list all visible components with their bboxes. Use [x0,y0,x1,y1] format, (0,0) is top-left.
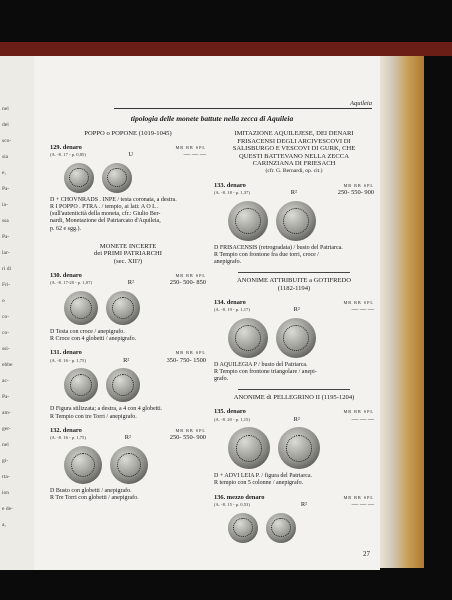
prices: 250- 550- 900 [169,434,206,442]
prices: — — — [351,501,374,509]
facing-page-text-fragment: co- [2,314,10,320]
entry-number: 129. denaro [50,143,82,151]
section-heading-poppo: POPPO o POPONE (1019-1045) [84,130,172,137]
heading-line: SALISBURGO E VESCOVI DI GURK, CHE [232,145,356,153]
rarity: R² [300,501,308,509]
desc-line: R tempio con 5 colonne / anepigrafo. [214,480,304,487]
prices: 350- 750- 1500 [166,356,206,364]
prices: — — — [351,415,374,423]
entry-ref: (A. -8. 17 - p. 0,85) [50,152,86,158]
desc-line: R Croce con 4 globetti / anepigrafo. [50,335,137,342]
desc-line: D + CHOVNRADS . INPE / testa coronata, a destra. [50,196,177,203]
facing-page-text-fragment: ia- [2,202,8,208]
entry-description-133 [214,245,374,267]
section-divider [238,272,350,273]
coin-reverse-image [102,163,132,193]
facing-page-text-fragment: e de- [2,506,13,512]
facing-page-text-fragment: ri di [2,266,12,272]
facing-page-text-fragment: ssi- [2,346,10,352]
heading-line: FRISACENSI DEGLI ARCIVESCOVI DI [237,137,351,145]
coin-obverse-image [64,368,98,402]
coin-obverse-image [64,291,98,325]
section-heading-incerte [50,243,206,266]
facing-page-text-fragment: ger- [2,426,11,432]
facing-page-text-fragment: ion [2,490,10,496]
facing-page-text-fragment: del [2,122,9,128]
coin-reverse-image [110,446,148,484]
facing-page-text-fragment: am- [2,410,11,416]
heading-line: (1182-1194) [277,284,311,292]
heading-line: ANONIME ATTRIBUITE a GOTIFREDO [236,277,352,285]
coin-obverse-image [228,513,258,543]
entry-number: 134. denaro [214,298,246,306]
rarity: R² [123,356,130,364]
desc-line: D Testa con croce / anepigrafo. [50,328,125,335]
rarity: R² [293,306,300,314]
coin-reverse-image [106,368,140,402]
desc-line: (sull'autenticità della moneta, cfr.: Giulio Ber- [50,211,161,218]
catalog-entry-133 [214,182,374,197]
coin-images-132 [64,446,206,484]
entry-description-129 [50,197,206,233]
entry-description-135 [214,473,374,487]
coin-images-130 [64,291,206,325]
desc-line: D FRISACENSIS (retrogradata) / busto del Patriarca. [214,244,343,251]
facing-page-text-fragment: sco- [2,138,12,144]
coin-reverse-image [276,318,316,358]
heading-line: MONETE INCERTE [99,242,157,250]
rarity: R² [290,189,297,197]
facing-page-text-fragment: a, [2,522,6,528]
prices: 250- 500- 850 [169,279,206,287]
desc-line: nardi, Monetazione del Patriarcato d'Aquileia, [50,218,161,225]
coin-reverse-image [266,513,296,543]
facing-page-text-fragment: nel [2,442,9,448]
catalog-entry-131 [50,349,206,364]
facing-page-text-fragment: Fri- [2,282,11,288]
page-edge-stack [380,56,424,568]
price-header: MB BB SPL [175,144,206,150]
coin-images-131 [64,368,206,402]
coin-obverse-image [228,318,268,358]
desc-line: p. 62 e sgg.). [50,225,81,232]
facing-page-text-fragment: nel [2,106,9,112]
section-divider [238,389,350,390]
rarity: U [128,151,134,159]
price-header: MB BB SPL [343,182,374,188]
heading-line: (sec. XII?) [113,257,143,265]
entry-ref: (A. -8. 17-20 - p. 1,07) [50,280,92,286]
prices: 250- 550- 900 [337,189,374,197]
desc-line: D Busto con globetti / anepigrafo. [50,487,132,494]
entry-ref: (A. -8. 16 - p. 1,75) [50,357,86,363]
coin-reverse-image [276,201,316,241]
entry-number: 132. denaro [50,426,82,434]
rarity: R² [127,279,134,287]
entry-number: 136. mezzo denaro [214,493,265,501]
entry-description-132 [50,488,206,502]
catalog-entry-132 [50,427,206,442]
section-heading-imitazione [214,130,374,176]
price-header: MB BB SPL [343,494,374,500]
prices: — — — [351,306,374,314]
section-heading-pellegrino: ANONIME di PELLEGRINO II (1195-1204) [233,394,355,402]
price-header: MB BB SPL [343,299,374,305]
coin-images-133 [228,201,374,241]
entry-ref: (A. -8. 20 - p. 1,15) [214,416,250,422]
entry-ref: (A. -8. 18 - p. 1,37) [214,190,250,196]
page-number: 27 [363,550,370,558]
coin-obverse-image [64,446,102,484]
facing-page-text-fragment: ac- [2,378,9,384]
facing-page-text-fragment: sia [2,154,9,160]
heading-line: dei PRIMI PATRIARCHI [94,250,162,258]
entry-number: 131. denaro [50,349,82,357]
entry-description-131 [50,406,206,420]
desc-line: R Tempio con frontone triangolare / anepi- [214,368,317,375]
desc-line: D + ADVI LEIA P. / figura del Patriarca. [214,473,313,480]
running-header: Aquileia [349,100,372,107]
coin-obverse-image [228,427,270,469]
heading-line: QUESTI BATTEVANO NELLA ZECCA [239,152,349,160]
facing-page-text-fragment: lar- [2,250,10,256]
catalog-entry-136 [214,494,374,509]
coin-obverse-image [64,163,94,193]
facing-page-text-fragment: rta- [2,474,10,480]
price-header: MB BB SPL [175,272,206,278]
rarity: R² [124,434,131,442]
desc-line: anepigrafo. [214,259,242,266]
entry-description-130 [50,329,206,343]
facing-page-text-fragment: ssa [2,218,9,224]
facing-page-text-fragment: gi- [2,458,9,464]
prices: — — — [183,151,206,159]
coin-images-136 [228,513,374,543]
facing-page-text-fragment: o [2,298,5,304]
heading-line: IMITAZIONE AQUILEJESE, DEI DENARI [234,130,354,137]
facing-page-text-fragment: Pa- [2,234,10,240]
facing-page-text-fragment: Pa- [2,186,10,192]
catalog-entry-130 [50,272,206,287]
desc-line: R Tre Torri con globetti / anepigrafo. [50,495,139,502]
book-spine-edge [0,42,452,56]
coin-images-135 [228,427,374,469]
left-page-fragment [0,56,34,570]
right-column [214,126,374,547]
desc-line: D AQUILEGIA P / busto del Patriarca. [214,361,308,368]
price-header: MB BB SPL [343,408,374,414]
facing-page-text-fragment: Pa- [2,394,10,400]
coin-obverse-image [228,201,268,241]
facing-page-text-fragment: co- [2,330,10,336]
entry-number: 133. denaro [214,181,246,189]
entry-ref: (A. -8. 19 - p. 1,17) [214,307,250,313]
facing-page-text-fragment: ebbe [2,362,13,368]
entry-ref: (A. -8. 16 - p. 1,75) [50,435,86,441]
entry-ref: (A. -8. 15 - p. 0,53) [214,502,250,508]
entry-number: 135. denaro [214,407,246,415]
desc-line: R Tempio con frontone fra due torri, croce / [214,251,319,258]
desc-line: grafo. [214,376,229,383]
heading-line: (cfr. G. Bernardi, op. cit.) [265,167,323,174]
coin-images-134 [228,318,374,358]
heading-line: CARINZIANA DI FRIESACH [252,160,336,168]
entry-number: 130. denaro [50,271,82,279]
section-heading-gotifredo [214,277,374,292]
left-column [50,126,206,502]
desc-line: R Tempio con tre Torri / anepigrafo. [50,413,137,420]
desc-line: D Figura stilizzata; a destra, a 4 con 4 globetti. [50,406,163,413]
price-header: MB BB SPL [175,427,206,433]
desc-line: R I POPPO . PTRA . / tempio, ai lati: A O L . [50,203,159,210]
rarity: R² [293,415,300,423]
coin-images-129 [64,163,206,193]
header-rule [114,108,372,109]
facing-page-text-fragment: e, [2,170,6,176]
coin-reverse-image [106,291,140,325]
catalog-entry-135 [214,408,374,423]
coin-reverse-image [278,427,320,469]
catalog-entry-129 [50,144,206,159]
entry-description-134 [214,362,374,384]
catalog-entry-134 [214,299,374,314]
book-page [34,56,380,570]
price-header: MB BB SPL [175,350,206,356]
page-title: tipologia delle monete battute nella zecca di Aquileia [130,114,294,123]
